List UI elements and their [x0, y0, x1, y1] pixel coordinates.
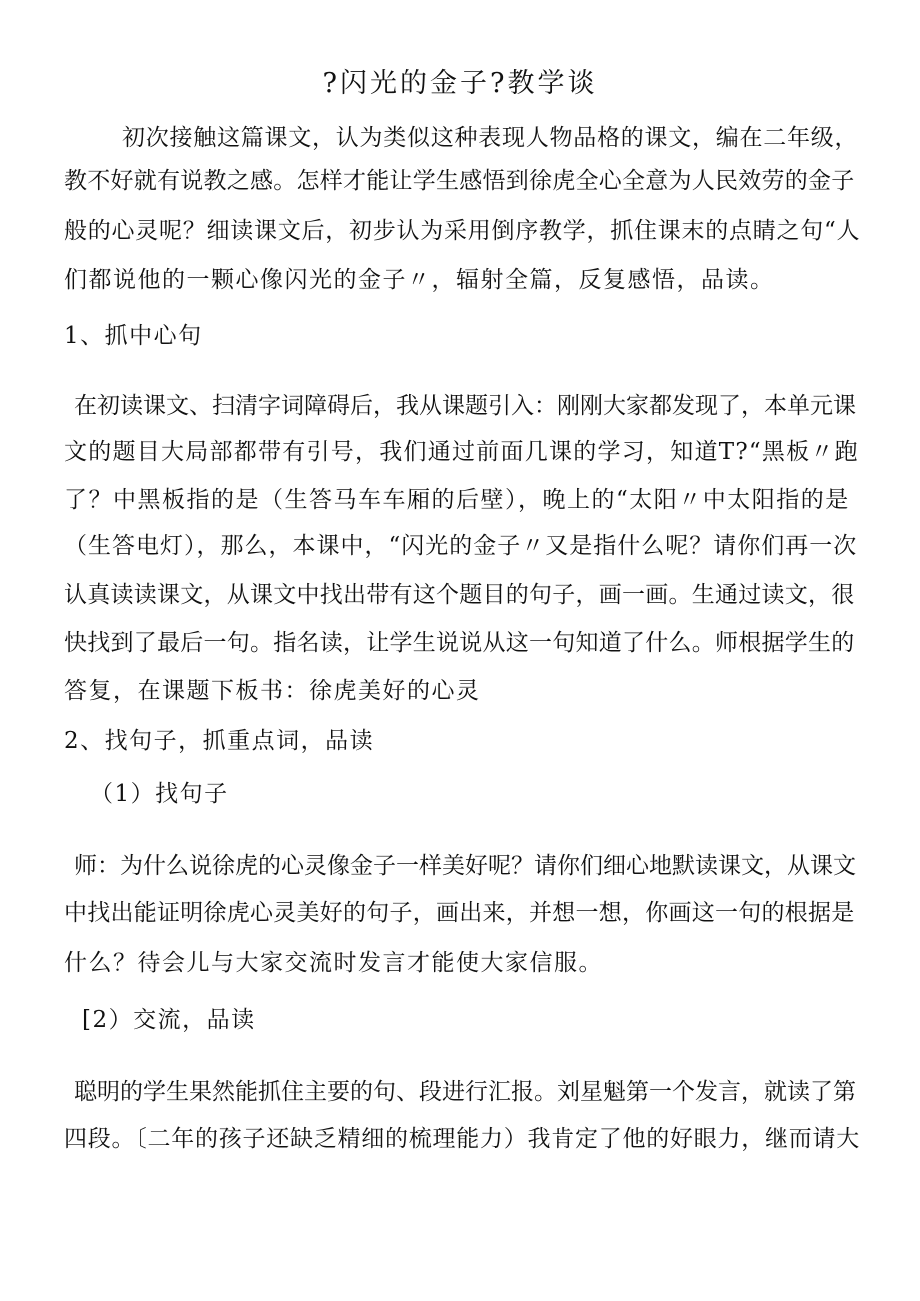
paragraph-line: 中找出能证明徐虎心灵美好的句子，画出来，并想一想，你画这一句的根据是: [64, 900, 855, 926]
section-heading: 2、找句子，抓重点词，品读: [64, 728, 375, 754]
paragraph-line: 认真读读课文，从课文中找出带有这个题目的句子，画一画。生通过读文，很: [64, 582, 855, 608]
subsection-heading: [2）交流，品读: [82, 1007, 256, 1033]
section-heading: 1、抓中心句: [64, 323, 203, 349]
paragraph-line: 文的题目大局部都带有引号，我们通过前面几课的学习，知道T?“黑板〃跑: [64, 439, 859, 465]
paragraph-line: 什么？待会儿与大家交流时发言才能使大家信服。: [64, 950, 603, 976]
subsection-heading: （1）找句子: [90, 781, 229, 807]
paragraph-line: 答复，在课题下板书：徐虎美好的心灵: [64, 678, 481, 704]
paragraph-line: 师：为什么说徐虎的心灵像金子一样美好呢？请你们细心地默读课文，从课文: [74, 853, 856, 879]
paragraph-line: 聪明的学生果然能抓住主要的句、段进行汇报。刘星魁第一个发言，就读了第: [74, 1079, 856, 1105]
paragraph-line: 们都说他的一颗心像闪光的金子〃，辐射全篇，反复感悟，品读。: [64, 267, 775, 293]
paragraph-line: 在初读课文、扫清字词障碍后，我从课题引入：刚刚大家都发现了，本单元课: [74, 393, 856, 419]
paragraph-line: 四段。〔二年的孩子还缺乏精细的梳理能力）我肯定了他的好眼力，继而请大: [64, 1126, 860, 1152]
paragraph-line: 快找到了最后一句。指名读，让学生说说从这一句知道了什么。师根据学生的: [64, 630, 855, 656]
paragraph-line: 了？中黑板指的是（生答马车车厢的后壁），晚上的“太阳〃中太阳指的是: [64, 487, 850, 513]
document-title: ?闪光的金子?教学谈: [322, 68, 598, 99]
paragraph-line: （生答电灯），那么，本课中，“闪光的金子〃又是指什么呢？请你们再一次: [64, 533, 858, 559]
paragraph-line: 般的心灵呢？细读课文后，初步认为采用倒序教学，抓住课末的点睛之句“人: [64, 218, 861, 244]
paragraph-line: 初次接触这篇课文，认为类似这种表现人物品格的课文，编在二年级，: [122, 125, 859, 151]
paragraph-line: 教不好就有说教之感。怎样才能让学生感悟到徐虎全心全意为人民效劳的金子: [64, 168, 855, 194]
